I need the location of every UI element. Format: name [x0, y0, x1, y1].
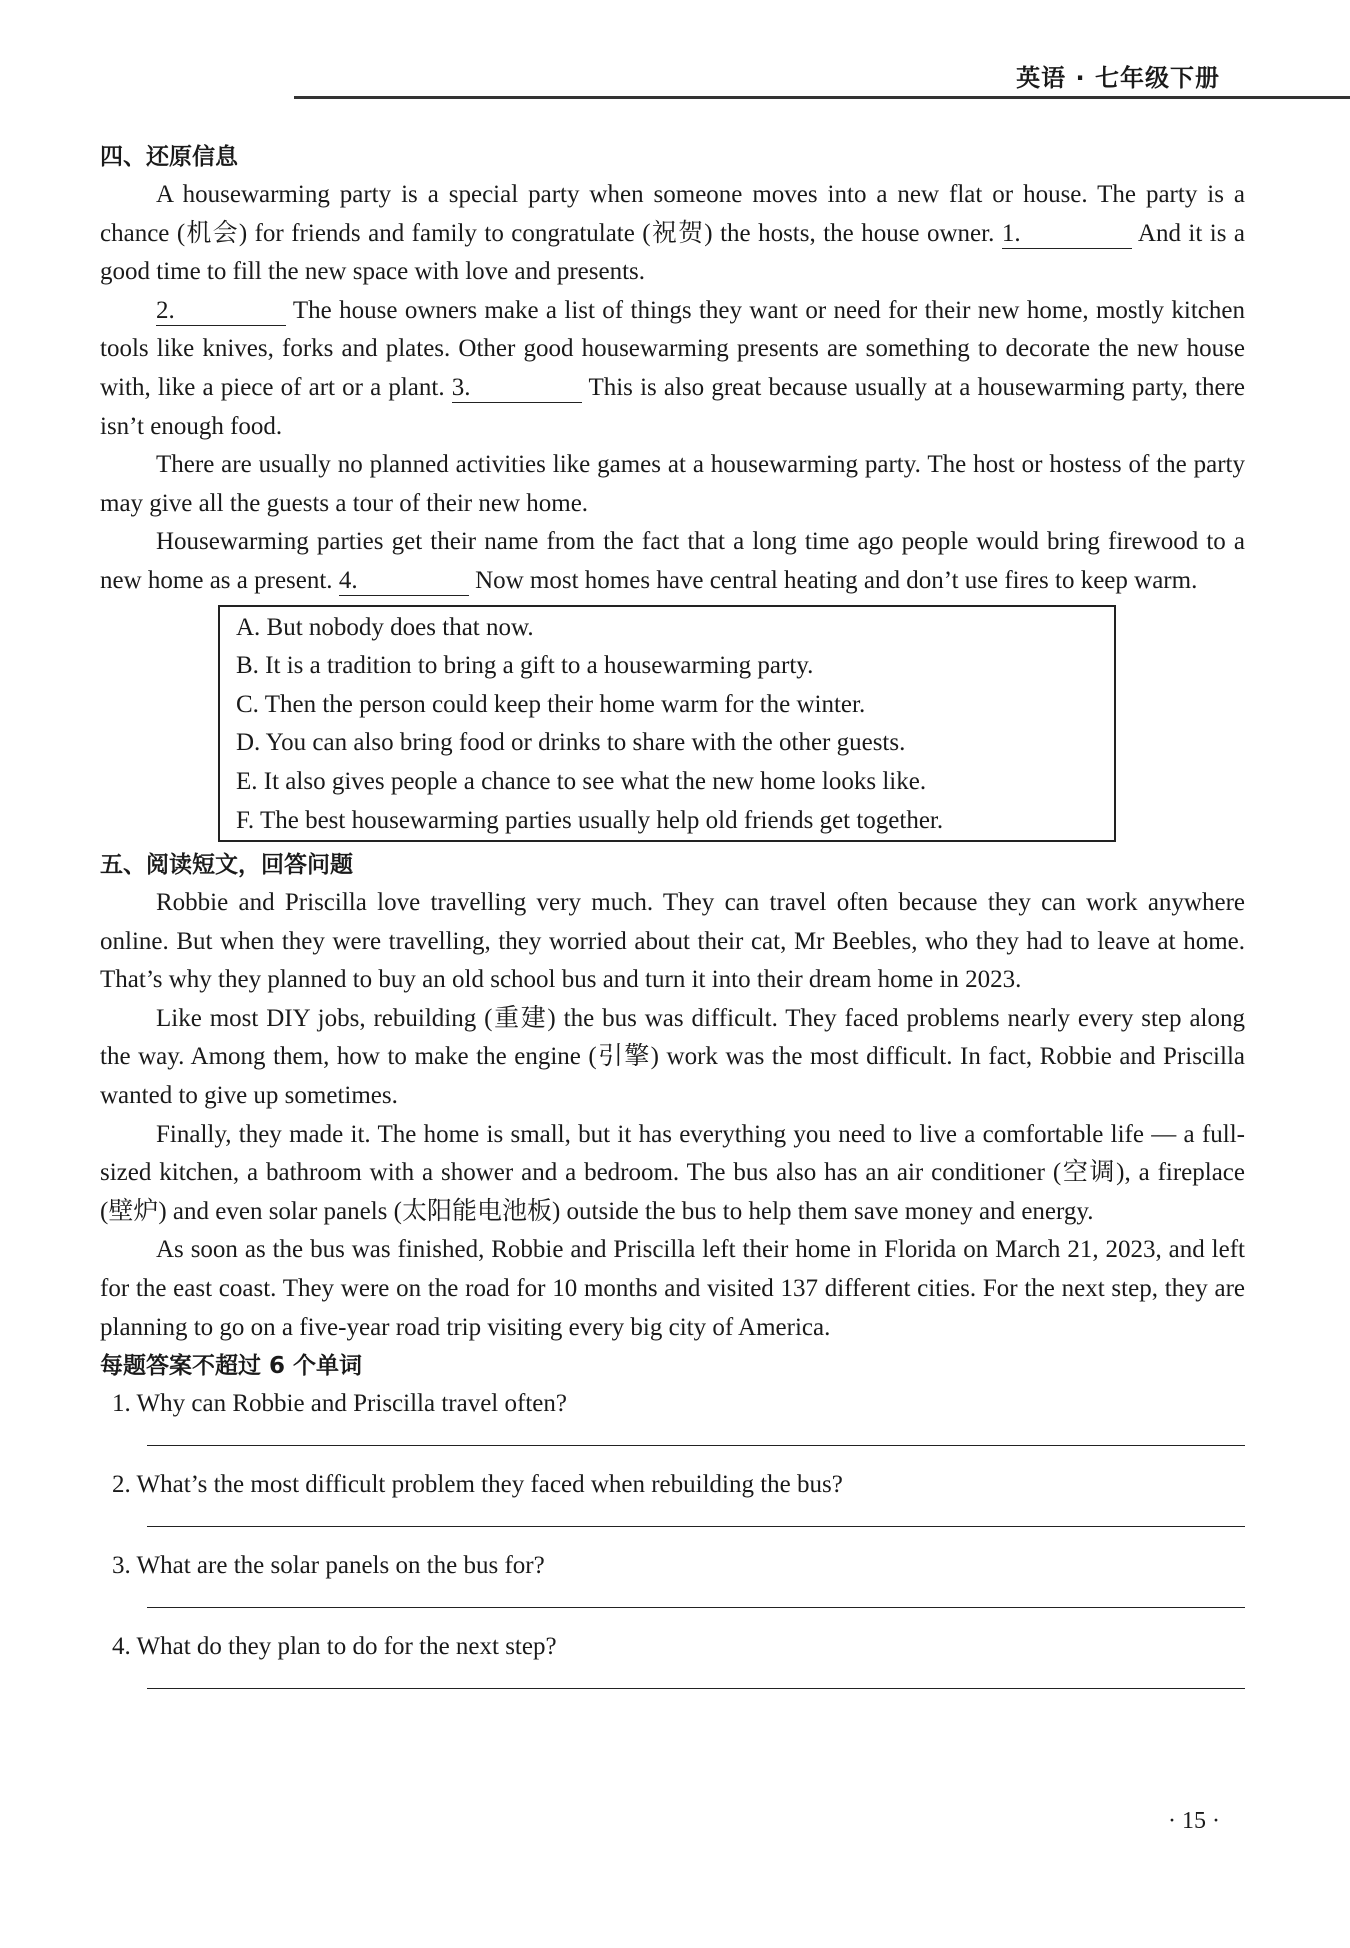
passage-paragraph: 2. The house owners make a list of things they want or need for their new home, mostly kitchen tools like knives, forks and plates. Other good housewarming presents are something to decorate the new house with, like a piece of art or a plant. 3. This is also great because usually at a housewarming party, there isn’t enough food. [100, 296, 1245, 440]
answer-blank-1[interactable]: 1. [1002, 220, 1132, 249]
section-4-heading: 四、还原信息 [100, 144, 238, 170]
passage-paragraph: There are usually no planned activities like games at a housewarming party. The host or hostess of the party may give all the guests a tour of their new home. [100, 451, 1245, 517]
passage-paragraph: Housewarming parties get their name from the fact that a long time ago people would bring firewood to a new home as a present. 4. Now most homes have central heating and don’t use fires to keep warm. [100, 528, 1245, 594]
answer-line-4[interactable] [147, 1686, 1245, 1689]
option-a: A. But nobody does that now. [236, 613, 534, 641]
answer-line-2[interactable] [147, 1524, 1245, 1527]
question-3: 3. What are the solar panels on the bus for? [112, 1552, 545, 1580]
question-4: 4. What do they plan to do for the next step? [112, 1633, 557, 1661]
answer-blank-4[interactable]: 4. [339, 567, 469, 596]
answer-line-3[interactable] [147, 1605, 1245, 1608]
passage-paragraph: Robbie and Priscilla love travelling very much. They can travel often because they can work anywhere online. But when they were travelling, they worried about their cat, Mr Beebles, who they had to leave at home. That’s why they planned to buy an old school bus and turn it into their dream home in 2023. [100, 889, 1245, 994]
page-content [100, 138, 1245, 1709]
page-number: · 15 · [1168, 1808, 1220, 1834]
answer-blank-3[interactable]: 3. [452, 374, 582, 403]
question-1: 1. Why can Robbie and Priscilla travel often? [112, 1390, 567, 1418]
passage-paragraph: As soon as the bus was finished, Robbie and Priscilla left their home in Florida on March 21, 2023, and left for the east coast. They were on the road for 10 months and visited 137 different cities. For the next step, they are planning to go on a five-year road trip visiting every big city of America. [100, 1236, 1245, 1341]
header-rule [294, 96, 1350, 99]
option-d: D. You can also bring food or drinks to share with the other guests. [236, 729, 906, 757]
passage-paragraph: Like most DIY jobs, rebuilding (重建) the bus was difficult. They faced problems nearly every step along the way. Among them, how to make the engine (引擎) work was the most difficult. In fact, Robbie and Priscilla wanted to give up sometimes. [100, 1004, 1245, 1110]
passage-paragraph: Finally, they made it. The home is small, but it has everything you need to live a comfortable life — a full-sized kitchen, a bathroom with a shower and a bedroom. The bus also has an air conditioner (空调), a fireplace (壁炉) and even solar panels (太阳能电池板) outside the bus to help them save money and energy. [100, 1120, 1245, 1225]
option-f: F. The best housewarming parties usually help old friends get together. [236, 806, 944, 834]
option-b: B. It is a tradition to bring a gift to a housewarming party. [236, 652, 814, 680]
option-e: E. It also gives people a chance to see what the new home looks like. [236, 767, 927, 795]
question-2: 2. What’s the most difficult problem they faced when rebuilding the bus? [112, 1471, 843, 1499]
option-c: C. Then the person could keep their home warm for the winter. [236, 690, 866, 718]
answer-instruction: 每题答案不超过 6 个单词 [100, 1353, 363, 1380]
page-header [0, 0, 1350, 100]
answer-blank-2[interactable]: 2. [156, 297, 286, 326]
answer-line-1[interactable] [147, 1443, 1245, 1446]
options-box [218, 605, 1116, 843]
passage-paragraph: A housewarming party is a special party when someone moves into a new flat or house. The party is a chance (机会) for friends and family to congratulate (祝贺) the hosts, the house owner. 1. And it is a good time to fill the new space with love and presents. [100, 181, 1246, 286]
section-5-heading: 五、阅读短文，回答问题 [100, 852, 353, 879]
book-title: 英语 · 七年级下册 [1016, 64, 1220, 92]
